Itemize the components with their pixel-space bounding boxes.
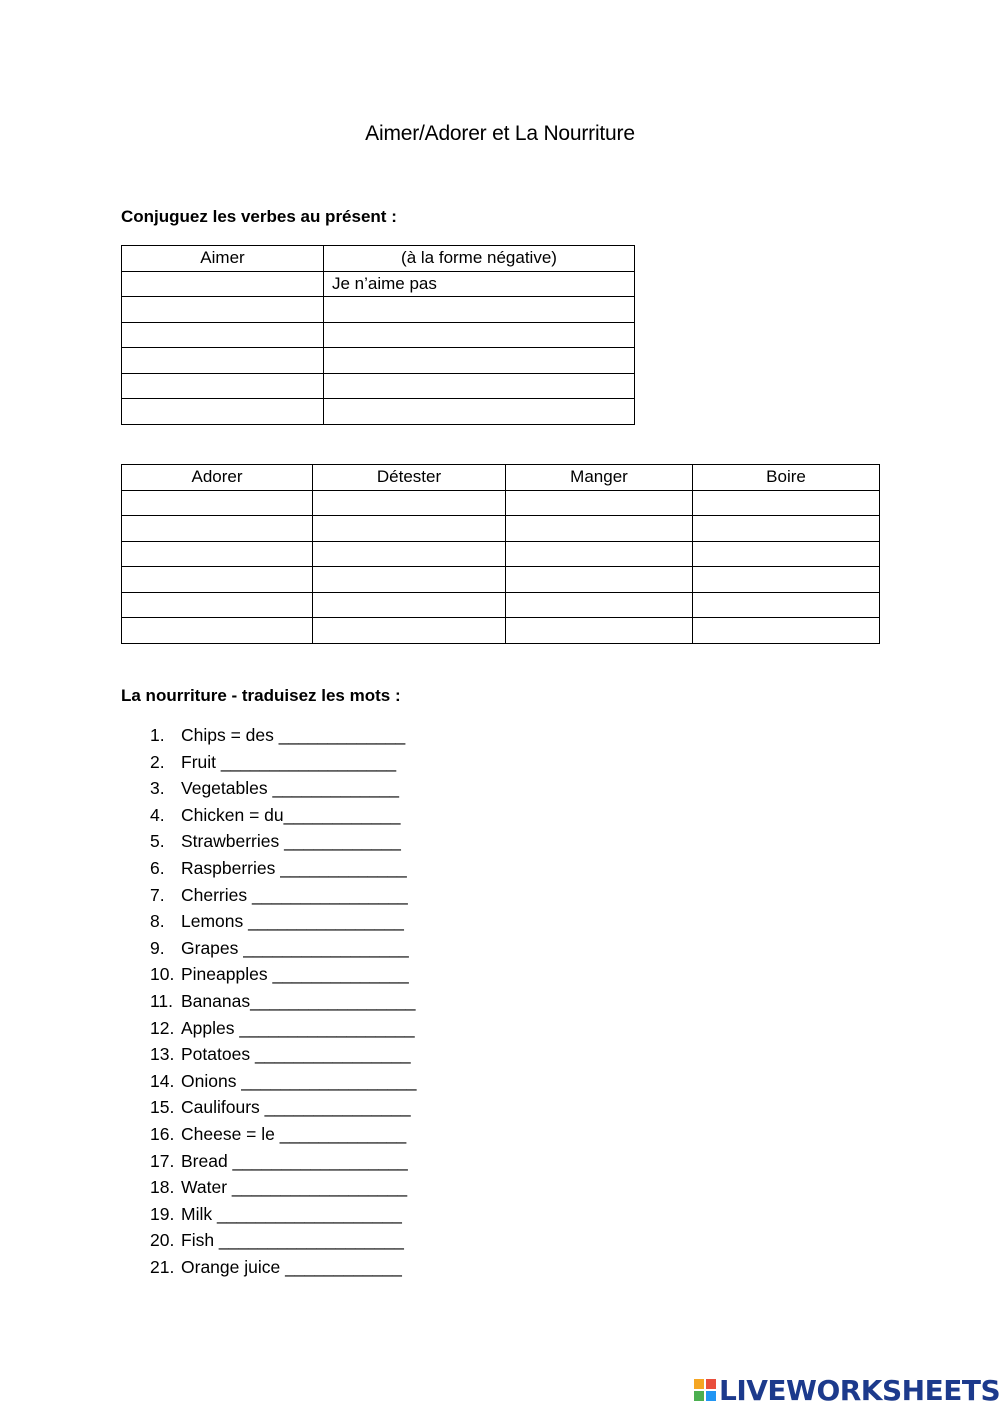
list-item-text: Apples __________________ [181,1017,415,1038]
list-item-text: Cherries ________________ [181,884,408,905]
list-item[interactable] [150,1254,417,1281]
list-item-text: Chips = des _____________ [181,725,406,745]
list-item[interactable] [150,722,417,749]
table-row [122,271,635,297]
list-item[interactable] [150,749,417,776]
table-cell-input[interactable] [324,348,635,374]
list-item-number: 8. [150,911,165,932]
list-item-number: 14. [150,1070,175,1091]
table-cell-input[interactable] [122,516,313,542]
table-row [122,322,635,348]
table-cell-input[interactable] [506,541,693,567]
table-header-negative: (à la forme négative) [324,246,635,272]
table-row [122,399,635,425]
list-item-text: Strawberries ____________ [181,831,401,852]
table-header-row [122,246,635,272]
list-item-text: Caulifours _______________ [181,1097,411,1118]
table-cell-input[interactable] [122,567,313,593]
table-cell-input[interactable] [313,516,506,542]
list-item[interactable] [150,1121,417,1148]
table-cell-input[interactable] [693,490,880,516]
table-cell-input[interactable] [122,373,324,399]
table-cell-input[interactable] [506,490,693,516]
list-item[interactable] [150,1201,417,1228]
table-header-manger: Manger [506,465,693,491]
list-item[interactable] [150,935,417,962]
table-cell-input[interactable] [506,618,693,644]
list-item[interactable] [150,1068,417,1095]
conjugation-heading: Conjuguez les verbes au présent : [121,207,397,226]
table-header-adorer: Adorer [122,465,313,491]
list-item[interactable] [150,1174,417,1201]
table-row [122,297,635,323]
list-item-text: Vegetables _____________ [181,778,399,799]
vocabulary-heading: La nourriture - traduisez les mots : [121,686,401,705]
list-item-text: Fish ___________________ [181,1230,404,1251]
list-item-number: 17. [150,1150,175,1171]
table-cell-input[interactable] [313,567,506,593]
table-cell-input[interactable] [122,618,313,644]
list-item[interactable] [150,1227,417,1254]
list-item-text: Raspberries _____________ [181,857,407,878]
table-cell-input[interactable] [122,490,313,516]
list-item-text: Milk ___________________ [181,1203,402,1224]
table-cell-example: Je n’aime pas [324,271,635,297]
list-item-number: 20. [150,1230,175,1251]
list-item-number: 13. [150,1044,175,1065]
list-item-text: Fruit __________________ [181,751,397,772]
page-title: Aimer/Adorer et La Nourriture [365,122,635,145]
table-header-aimer: Aimer [122,246,324,272]
table-cell-input[interactable] [122,592,313,618]
list-item-text: Orange juice ____________ [181,1256,402,1277]
list-item-text: Bread __________________ [181,1150,408,1171]
logo-text: LIVEWORKSHEETS [719,1373,1000,1407]
table-row [122,541,880,567]
table-row [122,516,880,542]
list-item-text: Lemons ________________ [181,911,404,932]
table-row [122,373,635,399]
table-cell-input[interactable] [122,541,313,567]
table-row [122,348,635,374]
list-item-text: Pineapples ______________ [181,964,409,985]
table-cell-input[interactable] [324,399,635,425]
table-cell-input[interactable] [122,271,324,297]
list-item[interactable] [150,1015,417,1042]
list-item[interactable] [150,1041,417,1068]
table-cell-input[interactable] [122,322,324,348]
table-cell-input[interactable] [313,592,506,618]
table-cell-input[interactable] [324,322,635,348]
list-item[interactable] [150,882,417,909]
list-item[interactable] [150,988,417,1015]
list-item-number: 1. [150,725,165,745]
conjugation-table-verbs [121,464,880,644]
table-cell-input[interactable] [506,592,693,618]
table-header-boire: Boire [693,465,880,491]
table-header-detester: Détester [313,465,506,491]
list-item-number: 11. [150,990,174,1011]
logo-mark-icon [694,1379,716,1401]
list-item[interactable] [150,961,417,988]
liveworksheets-logo [694,1374,1000,1406]
list-item-text: Water __________________ [181,1177,408,1198]
table-cell-input[interactable] [693,516,880,542]
table-cell-input[interactable] [122,348,324,374]
table-row [122,567,880,593]
table-row [122,618,880,644]
list-item-number: 7. [150,884,165,905]
list-item-number: 19. [150,1203,175,1224]
list-item[interactable] [150,802,417,829]
table-row [122,490,880,516]
table-cell-input[interactable] [693,567,880,593]
table-cell-input[interactable] [324,373,635,399]
list-item-text: Cheese = le _____________ [181,1123,407,1144]
list-item-number: 21. [150,1256,175,1277]
list-item-number: 5. [150,831,165,852]
list-item-number: 15. [150,1097,175,1118]
table-cell-input[interactable] [122,399,324,425]
list-item-number: 6. [150,857,165,878]
table-cell-input[interactable] [506,567,693,593]
table-cell-input[interactable] [693,541,880,567]
list-item-number: 4. [150,804,165,825]
list-item[interactable] [150,908,417,935]
list-item[interactable] [150,775,417,802]
table-cell-input[interactable] [693,618,880,644]
table-row [122,592,880,618]
list-item-number: 18. [150,1177,175,1198]
list-item[interactable] [150,1148,417,1175]
list-item[interactable] [150,828,417,855]
list-item-text: Grapes _________________ [181,937,409,958]
table-cell-input[interactable] [313,490,506,516]
table-cell-input[interactable] [693,592,880,618]
conjugation-table-aimer [121,245,635,425]
list-item[interactable] [150,855,417,882]
table-cell-input[interactable] [313,541,506,567]
list-item-text: Potatoes ________________ [181,1044,411,1065]
table-cell-input[interactable] [324,297,635,323]
table-cell-input[interactable] [122,297,324,323]
list-item-number: 16. [150,1123,175,1144]
table-cell-input[interactable] [506,516,693,542]
list-item[interactable] [150,1094,417,1121]
list-item-number: 3. [150,778,165,799]
list-item-text: Onions __________________ [181,1070,417,1091]
table-header-row [122,465,880,491]
list-item-number: 10. [150,964,175,985]
list-item-number: 12. [150,1017,175,1038]
table-cell-input[interactable] [313,618,506,644]
list-item-number: 2. [150,751,165,772]
list-item-text: Chicken = du____________ [181,804,401,825]
list-item-text: Bananas_________________ [181,990,416,1011]
list-item-number: 9. [150,937,165,958]
vocabulary-list [150,722,417,1280]
